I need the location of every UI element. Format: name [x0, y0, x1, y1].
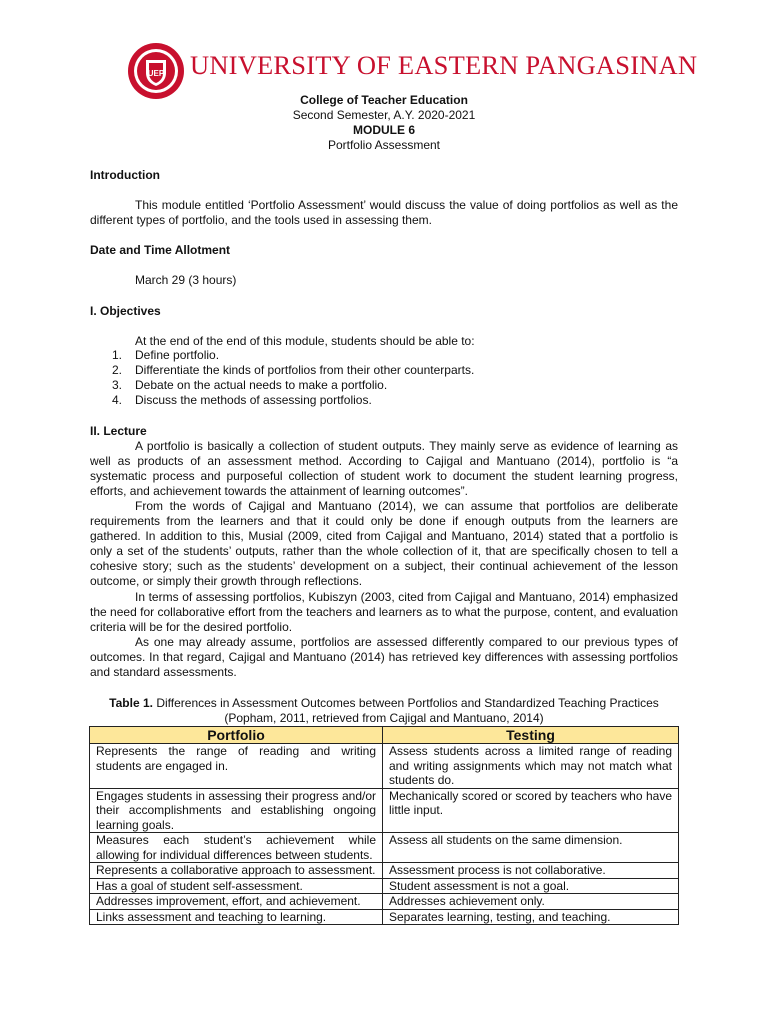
table-cell: Has a goal of student self-assessment. [90, 878, 383, 894]
semester: Second Semester, A.Y. 2020-2021 [292, 108, 476, 122]
introduction-heading: Introduction [90, 168, 160, 182]
table-cell: Measures each student’s achievement while allowing for individual differences between students. [90, 833, 383, 863]
table-source: (Popham, 2011, retrieved from Cajigal and Mantuano, 2014) [224, 711, 544, 725]
allotment-heading: Date and Time Allotment [90, 243, 231, 257]
table-cell: Mechanically scored or scored by teachers who have little input. [383, 788, 679, 833]
table-title: Differences in Assessment Outcomes between Portfolios and Standardized Teaching Practices [156, 696, 659, 710]
table-cell: Engages students in assessing their progress and/or their accomplishments and establishing ongoing learning goals. [90, 788, 383, 833]
table-header-row [90, 727, 679, 744]
university-name: UNIVERSITY OF EASTERN PANGASINAN [190, 50, 698, 80]
table-row [90, 788, 679, 833]
university-header [0, 38, 768, 100]
table-row [90, 863, 679, 879]
table-caption [90, 696, 678, 711]
objectives-list [112, 348, 474, 408]
table-cell: Student assessment is not a goal. [383, 878, 679, 894]
introduction-text: This module entitled ‘Portfolio Assessment’ would discuss the value of doing portfolios as well as the different types of portfolio, and the tools used in assessing them. [90, 198, 678, 227]
table-label: Table 1. [109, 696, 153, 710]
module-topic: Portfolio Assessment [327, 138, 441, 152]
table-cell: Assess students across a limited range of reading and writing assignments which may not match what students do. [383, 744, 679, 789]
objective-item: 3. Debate on the actual needs to make a portfolio. [112, 378, 388, 392]
table-cell: Separates learning, testing, and teaching. [383, 909, 679, 925]
objectives-intro: At the end of the end of this module, students should be able to: [135, 334, 475, 348]
table-cell: Represents a collaborative approach to assessment. [90, 863, 383, 879]
table-row [90, 744, 679, 789]
table-cell: Addresses improvement, effort, and achievement. [90, 894, 383, 910]
table-cell: Assess all students on the same dimension. [383, 833, 679, 863]
objective-item: 1. Define portfolio. [112, 348, 220, 362]
table-row [90, 909, 679, 925]
table-cell: Represents the range of reading and writing students are engaged in. [90, 744, 383, 789]
column-header-testing: Testing [383, 727, 679, 744]
objectives-heading: I. Objectives [90, 304, 161, 318]
objective-item: 2. Differentiate the kinds of portfolios from their other counterparts. [112, 363, 475, 377]
lecture-heading: II. Lecture [90, 424, 147, 438]
objective-item: 4. Discuss the methods of assessing portfolios. [112, 393, 372, 407]
lecture-paragraph: As one may already assume, portfolios are assessed differently compared to our previous types of outcomes. In that regard, Cajigal and Mantuano (2014) has retrieved key differences with assessing portfolios and standard assessments. [90, 635, 678, 679]
lecture-paragraph: In terms of assessing portfolios, Kubiszyn (2003, cited from Cajigal and Mantuano, 2014) emphasized the need for collaborative effort from the teachers and learners as to what the purpose, content, and evaluation criteria will be for the desired portfolio. [90, 590, 678, 634]
table-row [90, 894, 679, 910]
comparison-table [89, 726, 679, 925]
lecture-paragraph: From the words of Cajigal and Mantuano (2014), we can assume that portfolios are deliberate requirements from the learners and that it could only be done if enough outputs from the learners are gathered. In addition to this, Musial (2009, cited from Cajigal and Mantuano, 2014) stated that a portfolio is only a set of the students’ outputs, rather than the whole collection of it, that are specifically chosen to tell a cohesive story; such as the students’ development on a subject, their continual achievement of the lesson outcome, or simply their growth through reflections. [90, 499, 678, 588]
lecture-paragraph: A portfolio is basically a collection of student outputs. They mainly serve as evidence of learning as well as products of an assessment method. According to Cajigal and Mantuano (2014), portfolio is “a systematic process and purposeful collection of student work to document the student learning progress, efforts, and achievement towards the attainment of learning outcomes”. [90, 439, 678, 498]
table-row [90, 878, 679, 894]
table-cell: Links assessment and teaching to learning. [90, 909, 383, 925]
university-seal-icon [127, 42, 185, 100]
table-cell: Assessment process is not collaborative. [383, 863, 679, 879]
table-row [90, 833, 679, 863]
module-number: MODULE 6 [352, 123, 415, 137]
college-name: College of Teacher Education [300, 93, 468, 107]
allotment-text: March 29 (3 hours) [135, 273, 237, 287]
column-header-portfolio: Portfolio [90, 727, 383, 744]
seal-lettering: UEP [147, 69, 165, 78]
table-cell: Addresses achievement only. [383, 894, 679, 910]
